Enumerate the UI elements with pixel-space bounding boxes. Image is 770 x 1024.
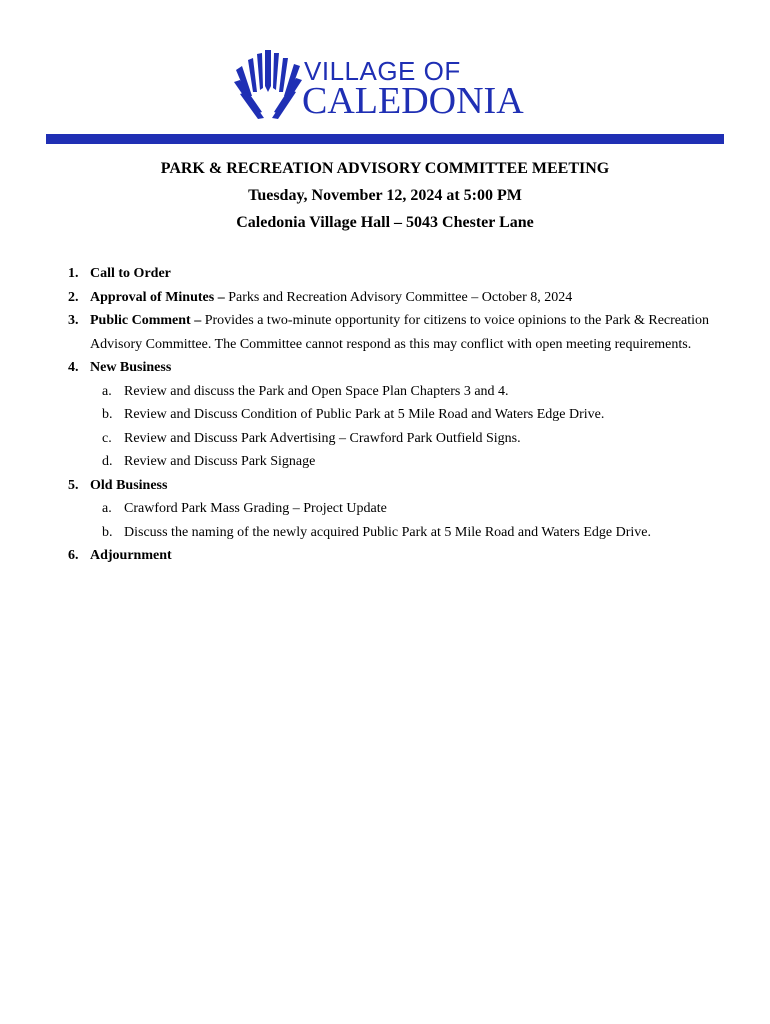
agenda-subitem-text: Discuss the naming of the newly acquired Public Park at 5 Mile Road and Waters Edge Drive. xyxy=(124,524,651,540)
agenda-subitem-letter: a. xyxy=(102,383,112,399)
agenda-item-number: 5. xyxy=(68,477,79,493)
agenda-item-label: New Business xyxy=(90,360,172,375)
header-divider xyxy=(46,134,724,144)
agenda-item-number: 4. xyxy=(68,360,79,375)
meeting-title: PARK & RECREATION ADVISORY COMMITTEE MEETING xyxy=(160,160,610,177)
caledonia-logo-icon xyxy=(232,46,304,120)
agenda-item-label: Old Business xyxy=(90,477,168,493)
agenda-subitem-text: Review and Discuss Park Advertising – Crawford Park Outfield Signs. xyxy=(124,430,521,446)
logo-village-of: VILLAGE OF xyxy=(304,56,461,86)
agenda-item-number: 3. xyxy=(68,313,79,328)
agenda-subitem-letter: b. xyxy=(102,407,113,422)
agenda-item-adjournment xyxy=(68,544,718,568)
agenda-item-old-business xyxy=(68,474,718,498)
agenda-item-text: Provides a two-minute opportunity for citizens to voice opinions to the Park & Recreation Advisory Committee. The Committee cannot respond as this may conflict with open meeting requirements. xyxy=(90,313,710,352)
agenda-item-number: 2. xyxy=(68,289,79,305)
agenda-item-new-business xyxy=(68,356,718,380)
agenda-subitem-letter: c. xyxy=(102,430,112,446)
agenda-subitem xyxy=(68,380,718,404)
agenda-subitem xyxy=(68,427,718,451)
agenda-subitem xyxy=(68,450,718,474)
agenda-subitem-letter: b. xyxy=(102,524,113,540)
agenda-subitem-text: Review and Discuss Park Signage xyxy=(124,454,316,469)
agenda-subitem-letter: a. xyxy=(102,501,112,516)
agenda-item-text: Parks and Recreation Advisory Committee – October 8, 2024 xyxy=(224,289,573,305)
meeting-date: Tuesday, November 12, 2024 at 5:00 PM xyxy=(248,187,522,204)
agenda-subitem xyxy=(68,521,718,545)
agenda-item-call-to-order xyxy=(68,262,718,286)
agenda-subitem-text: Review and Discuss Condition of Public Park at 5 Mile Road and Waters Edge Drive. xyxy=(124,407,605,422)
agenda-subitem-letter: d. xyxy=(102,454,113,469)
agenda-item-public-comment xyxy=(68,309,718,356)
agenda-list xyxy=(68,262,718,568)
agenda-item-approval-of-minutes xyxy=(68,286,718,310)
agenda-subitem-text: Review and discuss the Park and Open Space Plan Chapters 3 and 4. xyxy=(124,383,509,399)
agenda-item-number: 1. xyxy=(68,266,79,281)
agenda-subitem xyxy=(68,403,718,427)
agenda-item-number: 6. xyxy=(68,548,79,563)
meeting-location: Caledonia Village Hall – 5043 Chester Lane xyxy=(236,214,534,231)
agenda-item-label: Public Comment – xyxy=(90,313,202,328)
agenda-item-label: Approval of Minutes – xyxy=(90,289,225,305)
village-logo xyxy=(232,46,542,120)
agenda-subitem xyxy=(68,497,718,521)
agenda-item-label: Adjournment xyxy=(90,548,172,563)
logo-caledonia: CALEDONIA xyxy=(302,80,524,122)
agenda-item-label: Call to Order xyxy=(90,266,171,281)
agenda-subitem-text: Crawford Park Mass Grading – Project Update xyxy=(124,501,387,516)
